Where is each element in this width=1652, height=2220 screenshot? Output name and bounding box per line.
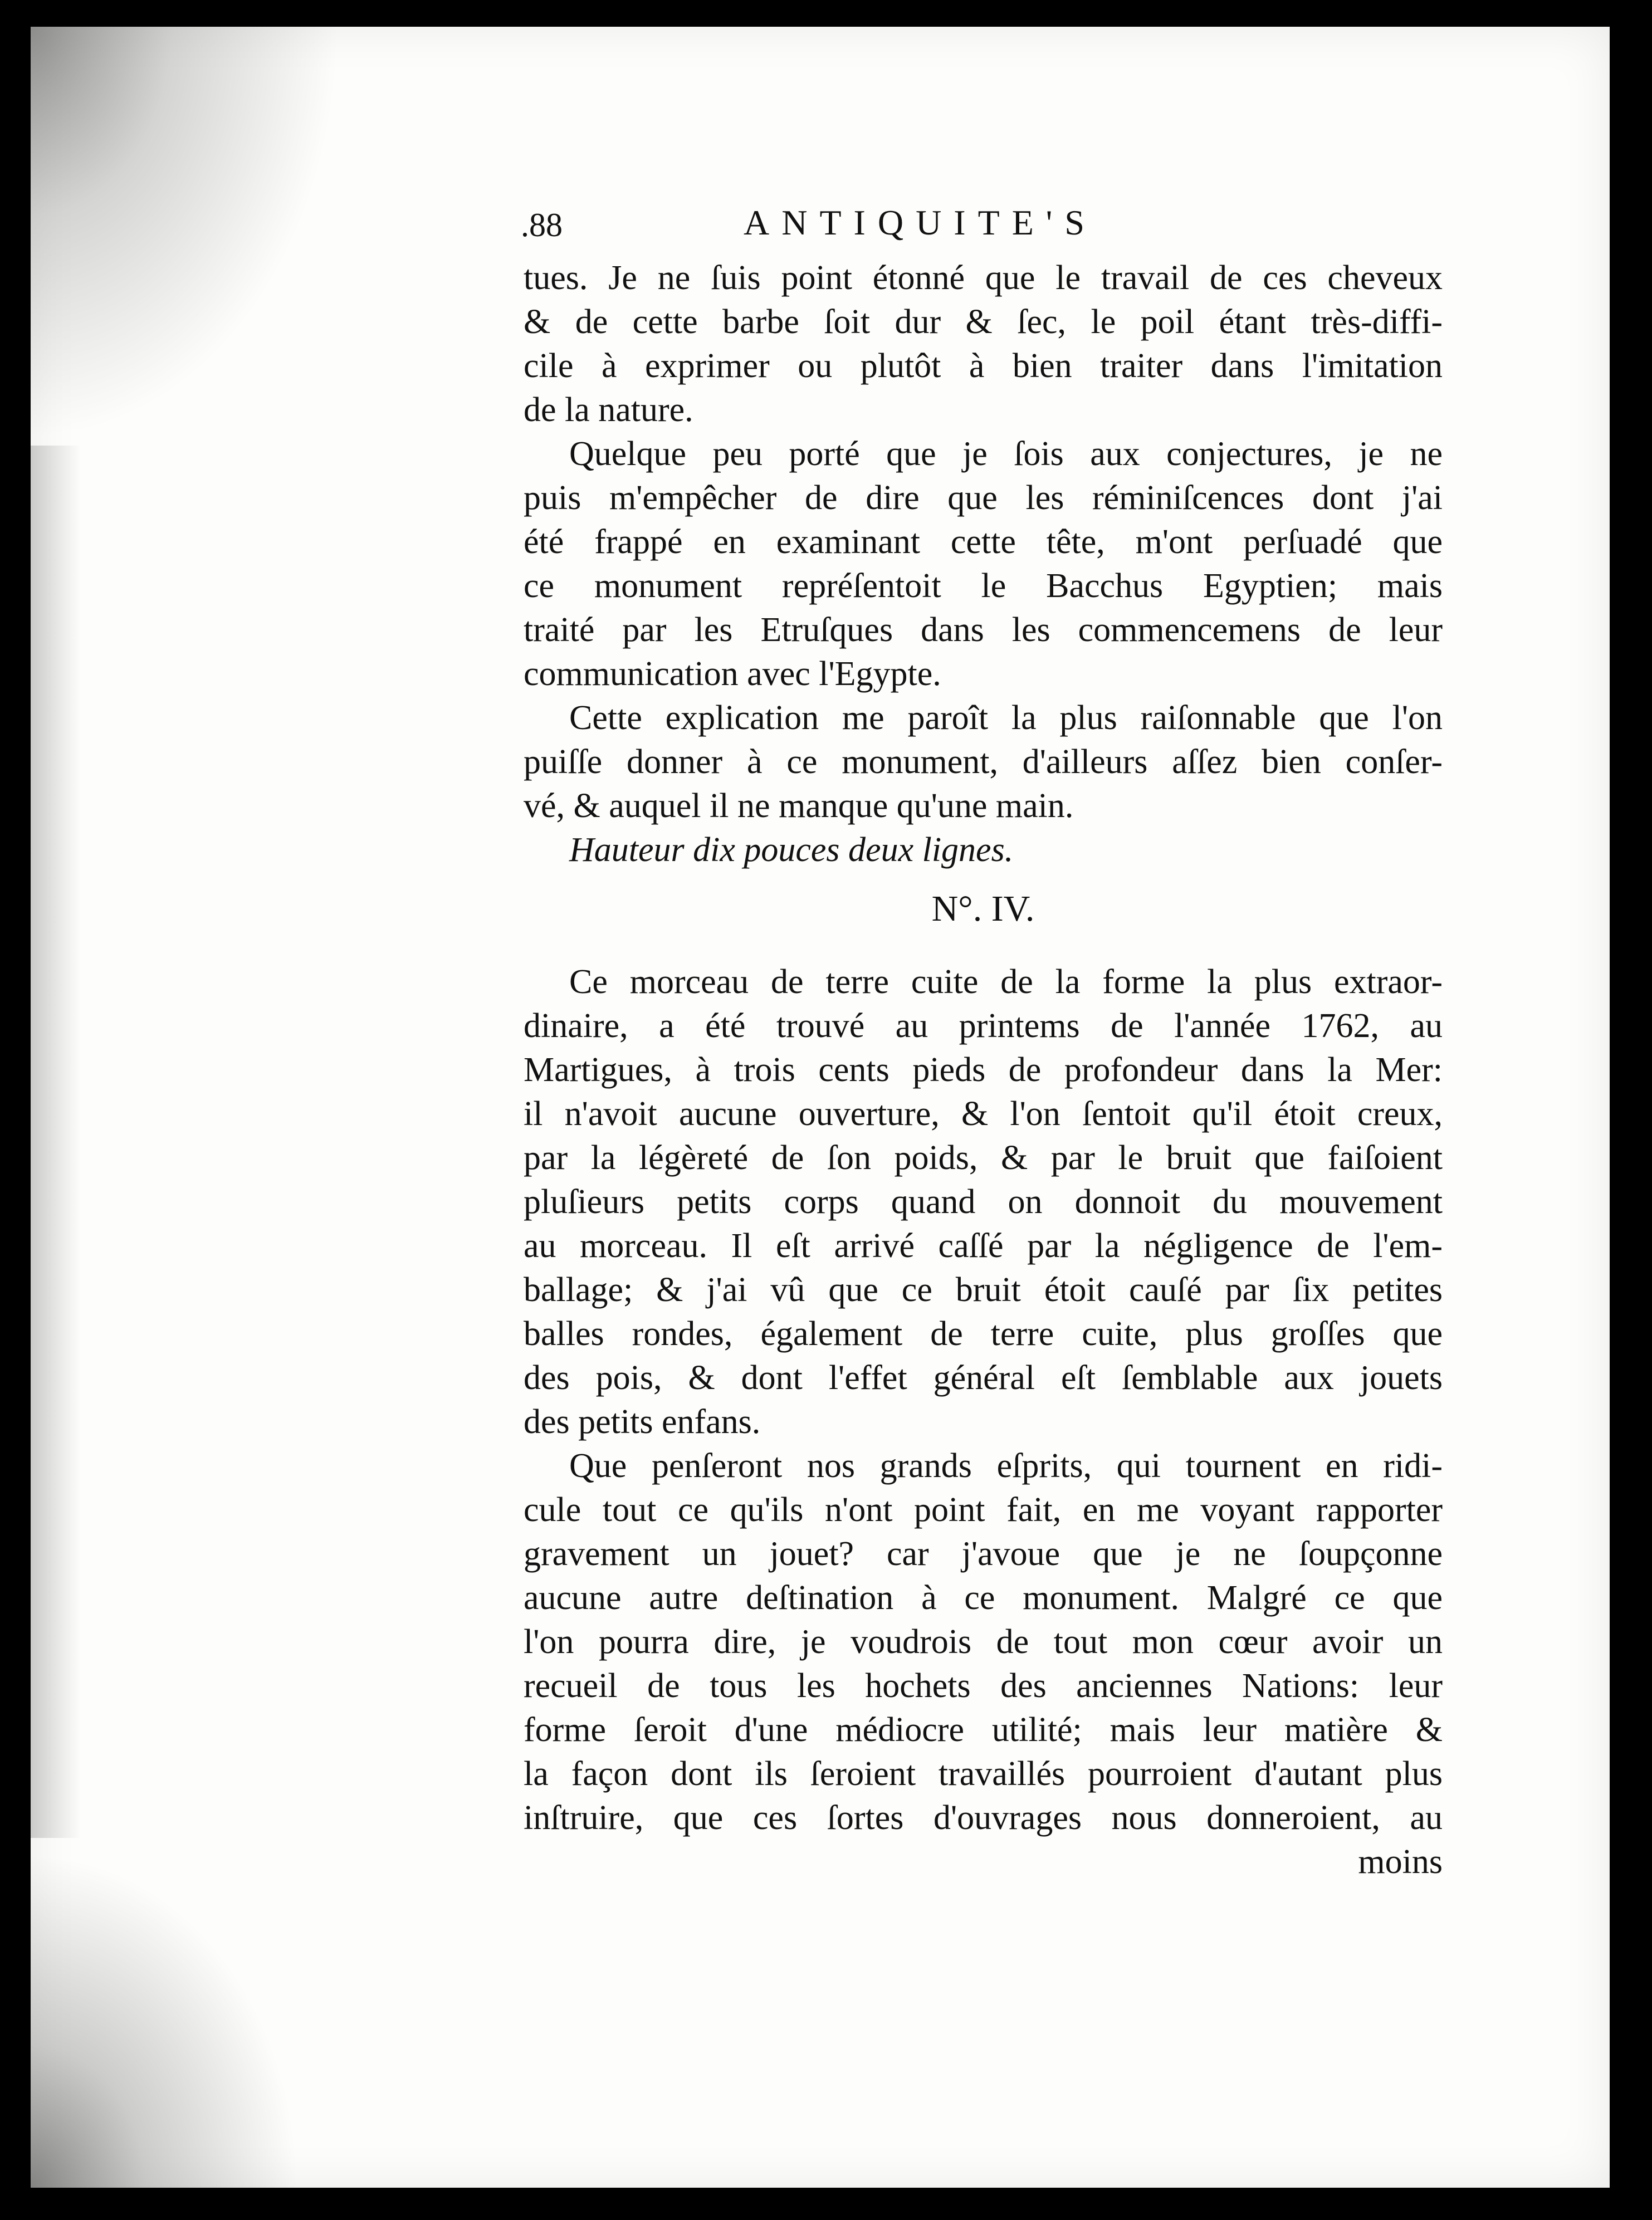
text-line: vé, & auquel il ne manque qu'une main. <box>524 787 1074 825</box>
text-line: inſtruire, que ces ſortes d'ouvrages nous donneroient, au <box>524 1799 1443 1837</box>
text-line: tues. Je ne ſuis point étonné que le travail de ces cheveux <box>524 259 1443 297</box>
text-line: puiſſe donner à ce monument, d'ailleurs aſſez bien conſer- <box>524 743 1443 781</box>
text-line: été frappé en examinant cette tête, m'ont perſuadé que <box>524 523 1443 561</box>
text-line: puis m'empêcher de dire que les réminiſcences dont j'ai <box>524 479 1443 517</box>
catchword: moins <box>1358 1843 1443 1881</box>
text-line: balles rondes, également de terre cuite, plus groſſes que <box>524 1315 1443 1353</box>
running-title: ANTIQUITE'S <box>744 203 1097 242</box>
text-line: pluſieurs petits corps quand on donnoit du mouvement <box>524 1183 1443 1221</box>
page-number: .88 <box>521 207 563 243</box>
page-text-block <box>521 201 1443 1884</box>
paragraph-2 <box>524 432 1443 696</box>
text-line: de la nature. <box>524 391 693 429</box>
section-paragraph-1 <box>524 960 1443 1444</box>
text-line: Martigues, à trois cents pieds de profondeur dans la Mer: <box>524 1051 1443 1089</box>
heading-spacer <box>524 948 1443 960</box>
text-line: ce monument repréſentoit le Bacchus Egyptien; mais <box>524 567 1443 605</box>
text-line: Que penſeront nos grands eſprits, qui tournent en ridi- <box>569 1447 1443 1485</box>
dimension-note: Hauteur dix pouces deux lignes. <box>569 831 1014 869</box>
text-line: par la légèreté de ſon poids, & par le bruit que faiſoient <box>524 1139 1443 1177</box>
text-line: Quelque peu porté que je ſois aux conjectures, je ne <box>569 435 1443 473</box>
section-heading: N°. IV. <box>931 888 1035 929</box>
text-line: cule tout ce qu'ils n'ont point fait, en me voyant rapporter <box>524 1491 1443 1529</box>
text-line: des pois, & dont l'effet général eſt ſemblable aux jouets <box>524 1359 1443 1397</box>
text-line: cile à exprimer ou plutôt à bien traiter dans l'imitation <box>524 347 1443 385</box>
text-line: au morceau. Il eſt arrivé caſſé par la négligence de l'em- <box>524 1227 1443 1265</box>
text-line: l'on pourra dire, je voudrois de tout mon cœur avoir un <box>524 1623 1443 1661</box>
text-line: communication avec l'Egypte. <box>524 655 941 693</box>
page-header <box>521 201 1443 256</box>
text-line: il n'avoit aucune ouverture, & l'on ſentoit qu'il étoit creux, <box>524 1095 1443 1133</box>
section-paragraph-2 <box>524 1444 1443 1840</box>
text-line: Ce morceau de terre cuite de la forme la plus extraor- <box>569 963 1443 1001</box>
text-line: gravement un jouet? car j'avoue que je ne ſoupçonne <box>524 1535 1443 1573</box>
scan-right-edge <box>1610 0 1652 2220</box>
paragraph-1 <box>524 256 1443 432</box>
text-line: la façon dont ils ſeroient travaillés pourroient d'autant plus <box>524 1755 1443 1793</box>
text-line: des petits enfans. <box>524 1403 761 1441</box>
text-line: forme ſeroit d'une médiocre utilité; mais leur matière & <box>524 1711 1443 1749</box>
text-line: ballage; & j'ai vû que ce bruit étoit cauſé par ſix petites <box>524 1271 1443 1309</box>
text-line: recueil de tous les hochets des anciennes Nations: leur <box>524 1667 1443 1705</box>
text-line: & de cette barbe ſoit dur & ſec, le poil étant très-diffi- <box>524 303 1443 341</box>
text-line: traité par les Etruſques dans les commencemens de leur <box>524 611 1443 649</box>
paragraph-3 <box>524 696 1443 828</box>
text-line: dinaire, a été trouvé au printems de l'année 1762, au <box>524 1007 1443 1045</box>
text-line: Cette explication me paroît la plus raiſonnable que l'on <box>569 699 1443 737</box>
text-line: aucune autre deſtination à ce monument. Malgré ce que <box>524 1579 1443 1617</box>
